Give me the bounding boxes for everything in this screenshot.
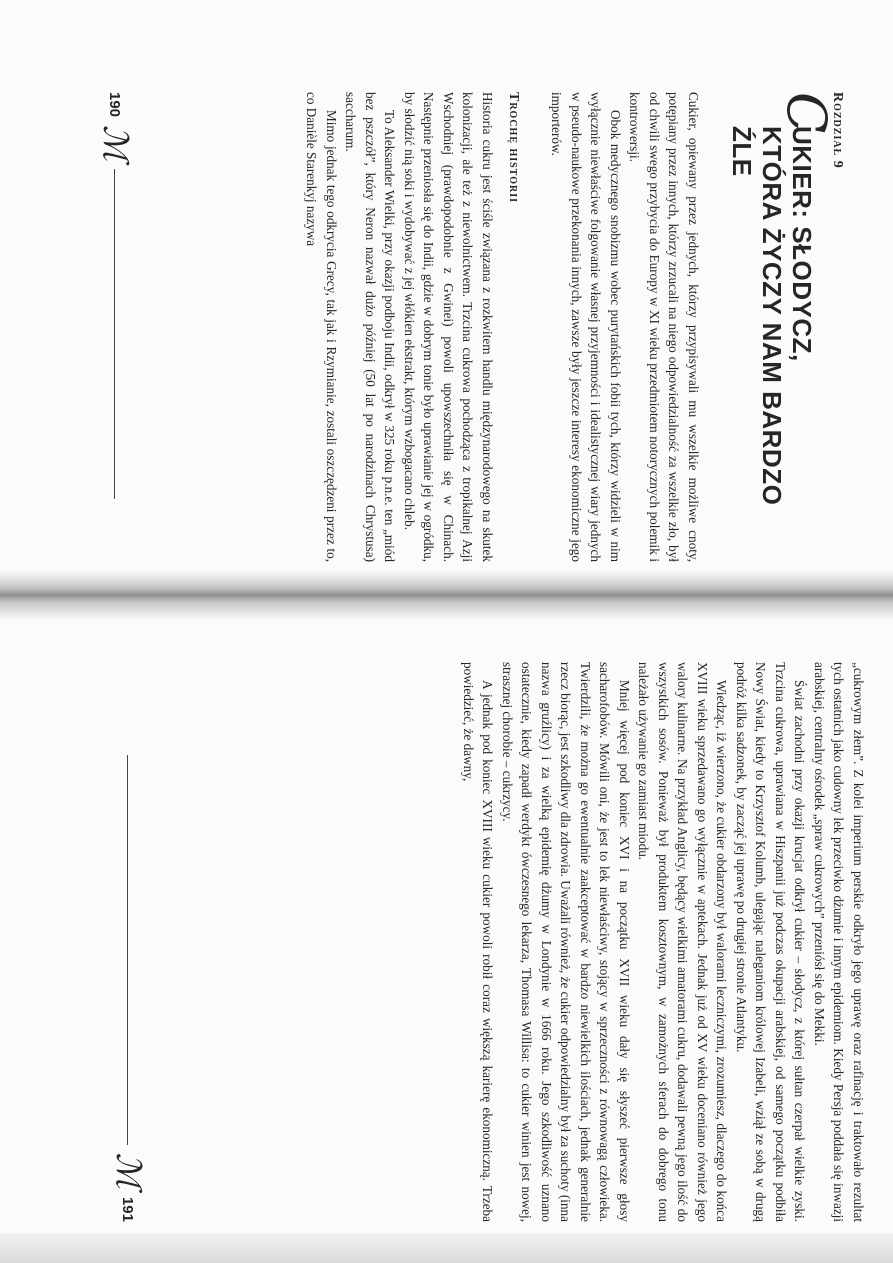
paragraph: „cukrowym złem”. Z kolei imperium perskie odkryło jego uprawę oraz rafinację i traktowało rezultat tych ostatnich jako cudowny lek przeciwko dżumie i innym epidemiom. Kiedy Persja poddała się inwazji arabskiej, centralny ośrodek „spraw cukrowych” przeniósł się do Mekki. — [812, 662, 866, 1222]
folio-rule — [115, 169, 116, 499]
paragraph: Świat zachodni przy okazji krucjat odkrył cukier – słodycz, z której sułtan czerpał wielkie zyski. Trzcina cukrowa, uprawiana w Hiszpanii już podczas okupacji arabskiej, od samego początku podbiła Nowy Świat, kiedy to Krzysztof Kolumb, ulegając naleganiom królowej Izabeli, wziął ze sobą w drugą podróż kilka sadzonek, by zacząć jej uprawę po drugiej stronie Atlantyku. — [734, 662, 808, 1222]
paragraph: Wiedząc, iż wierzono, że cukier obdarzony był walorami leczniczymi, zrozumiesz, dlaczego do końca XVIII wieku sprzedawano go wyłącznie w aptekach. Jednak już od XV wieku doceniano również jego walory kulinarne. Na przykład Anglicy, będący wielkimi amatorami cukru, dodawali pewną jego ilość do wszystkich sosów. Ponieważ był produktem kosztownym, w zamożnych sferach do dobrego tonu należało używanie go zamiast miodu. — [636, 662, 730, 1222]
paragraph: Mimo jednak tego odkrycia Grecy, tak jak i Rzymianie, zostali oszczędzeni przez to, co Danièle Starenkyj nazywa — [304, 92, 339, 562]
scan-shadow-bottom — [0, 1233, 893, 1263]
page-folio — [95, 92, 135, 499]
folio-rule — [128, 755, 129, 1145]
page-number: 190 — [106, 92, 124, 118]
paragraph: Obok medycznego snobizmu wobec purytańskich fobii tych, którzy widzieli w nim wyłącznie niewłaściwe folgowanie własnej przyjemności i idealistycznej wiary jednych w pseudo-naukowe przekonania innych, zawsze były jeszcze interesy ekonomiczne jego importerów. — [549, 92, 623, 562]
chapter-title-line-2: KTÓRA ŻYCZY NAM BARDZO ŹLE — [727, 126, 787, 506]
chapter-title-line-1: UKIER: SŁODYCZ, — [787, 126, 817, 362]
paragraph: Mniej więcej pod koniec XVI i na początku XVII wieku dały się słyszeć pierwsze głosy sacharofobów. Mówili oni, że jest to lek niewłaściwy, stojący w sprzeczności z równowagą człowieka. Twierdzili, że można go ewentualnie zaakceptować w bardzo niewielkich ilościach, jednak generalnie rzecz biorąc, jest szkodliwy dla zdrowia. Uważali również, że cukier odpowiedzialny był za suchoty (inna nazwa gruźlicy) i za wielką epidemię dżumy w Londynie w 1666 roku. Jego szkodliwość uznano ostatecznie, kiedy zapadł werdykt ówczesnego lekarza, Thomasa Willisa: to cukier winien jest nowej, strasznej chorobie – cukrzycy. — [500, 662, 632, 1222]
paragraph: To Aleksander Wielki, przy okazji podboju Indii, odkrył w 325 roku p.n.e. ten „miód bez pszczół”, który Neron nazwał dużo później (50 lat po narodzinach Chrystusa) saccharum. — [343, 92, 398, 562]
page-190-content — [95, 92, 845, 562]
page-191-content — [108, 662, 868, 1222]
running-head: Rozdział 9 — [830, 92, 845, 169]
paragraph: A jednak pod koniec XVIII wieku cukier powoli robił coraz większą karierę ekonomiczną. Trzeba powiedzieć, że dawny, — [461, 662, 496, 1222]
paragraph: Historia cukru jest ściśle związana z rozkwitem handlu międzynarodowego na skutek kolonizacji, ale też z niewolnictwem. Trzcina cukrowa pochodząca z tropikalnej Azji Wschodniej (prawdopodobnie z Gwinei) powoli upowszechniła się w Chinach. Następnie przeniosła się do Indii, gdzie w dobrym tonie było uprawianie jej w ogródku, by słodzić nią soki i wydobywać z jej włókien ekstrakt, którym wzbogacano chleb. — [402, 92, 495, 562]
publisher-logo-icon: ℳ — [108, 1152, 148, 1189]
page-folio — [108, 755, 148, 1222]
publisher-logo-icon: ℳ — [95, 125, 135, 162]
section-heading: Trochę historii — [506, 92, 521, 204]
chapter-title-initial: C — [775, 92, 838, 134]
page-number: 191 — [119, 1196, 137, 1222]
book-spine — [0, 570, 893, 620]
paragraph: Cukier, opiewany przez jednych, którzy przypisywali mu wszelkie możliwe cnoty, potępiany przez innych, którzy zrzucali na niego odpowiedzialność za wszelkie zło, był od chwili swego przybycia do Europy w XI wieku przedmiotem notorycznych polemik i kontrowersji. — [627, 92, 701, 562]
